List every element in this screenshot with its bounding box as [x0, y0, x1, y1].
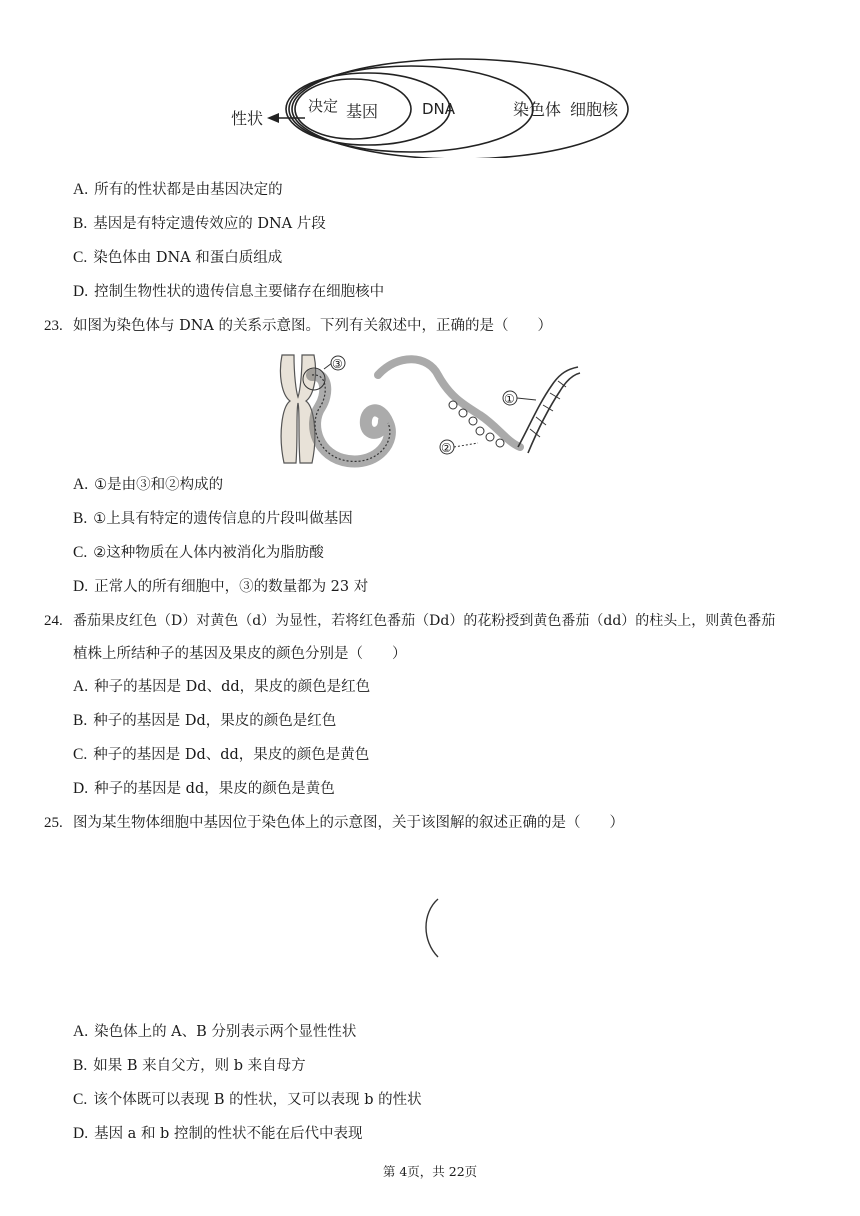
q24-stem-line1: 24. 番茄果皮红色（D）对黄色（d）为显性，若将红色番茄（Dd）的花粉授到黄色番茄（dd）的柱头上，则黄色番茄: [44, 613, 776, 629]
nucleus-label: 细胞核: [570, 100, 619, 119]
trait-label: 性状: [231, 109, 264, 128]
label-one: ①: [504, 392, 515, 406]
q25-stem: 25. 图为某生物体细胞中基因位于染色体上的示意图，关于该图解的叙述正确的是（ ）: [44, 815, 624, 831]
label-three: ③: [332, 357, 343, 371]
determines-label: 决定: [308, 97, 339, 115]
chromosome-label: 染色体: [513, 100, 562, 119]
page-footer: 第 4页，共 22页: [382, 1164, 478, 1179]
q22-option-a[interactable]: A. 所有的性状都是由基因决定的: [73, 181, 283, 198]
q24-stem-line2: 植株上所结种子的基因及果皮的颜色分别是（ ）: [73, 646, 407, 662]
chromosome-arc-figure: [420, 895, 444, 961]
label-two: ②: [441, 441, 452, 455]
q24-option-a[interactable]: A. 种子的基因是 Dd、dd，果皮的颜色是红色: [73, 678, 371, 695]
q25-option-a[interactable]: A. 染色体上的 A、B 分别表示两个显性性状: [73, 1023, 357, 1040]
gene-dna-chromosome-nucleus-diagram: [225, 38, 635, 158]
q24-option-d[interactable]: D. 种子的基因是 dd，果皮的颜色是黄色: [73, 780, 335, 797]
q23-option-b[interactable]: B. ①上具有特定的遗传信息的片段叫做基因: [73, 510, 353, 527]
q23-option-d[interactable]: D. 正常人的所有细胞中，③的数量都为 23 对: [73, 578, 369, 595]
q24-option-b[interactable]: B. 种子的基因是 Dd，果皮的颜色是红色: [73, 712, 337, 729]
q25-option-d[interactable]: D. 基因 a 和 b 控制的性状不能在后代中表现: [73, 1125, 363, 1142]
chromosome-dna-diagram: [268, 345, 588, 470]
gene-label: 基因: [346, 102, 379, 121]
q25-option-c[interactable]: C. 该个体既可以表现 B 的性状，又可以表现 b 的性状: [73, 1091, 422, 1108]
q22-option-d[interactable]: D. 控制生物性状的遗传信息主要储存在细胞核中: [73, 283, 385, 300]
dna-label: DNA: [422, 100, 456, 118]
q25-option-b[interactable]: B. 如果 B 来自父方，则 b 来自母方: [73, 1057, 306, 1074]
q24-option-c[interactable]: C. 种子的基因是 Dd、dd，果皮的颜色是黄色: [73, 746, 370, 763]
q22-option-c[interactable]: C. 染色体由 DNA 和蛋白质组成: [73, 249, 283, 266]
q22-option-b[interactable]: B. 基因是有特定遗传效应的 DNA 片段: [73, 215, 326, 232]
q23-option-c[interactable]: C. ②这种物质在人体内被消化为脂肪酸: [73, 544, 324, 561]
q23-option-a[interactable]: A. ①是由③和②构成的: [73, 476, 224, 493]
q23-stem: 23. 如图为染色体与 DNA 的关系示意图。下列有关叙述中，正确的是（ ）: [44, 318, 552, 334]
